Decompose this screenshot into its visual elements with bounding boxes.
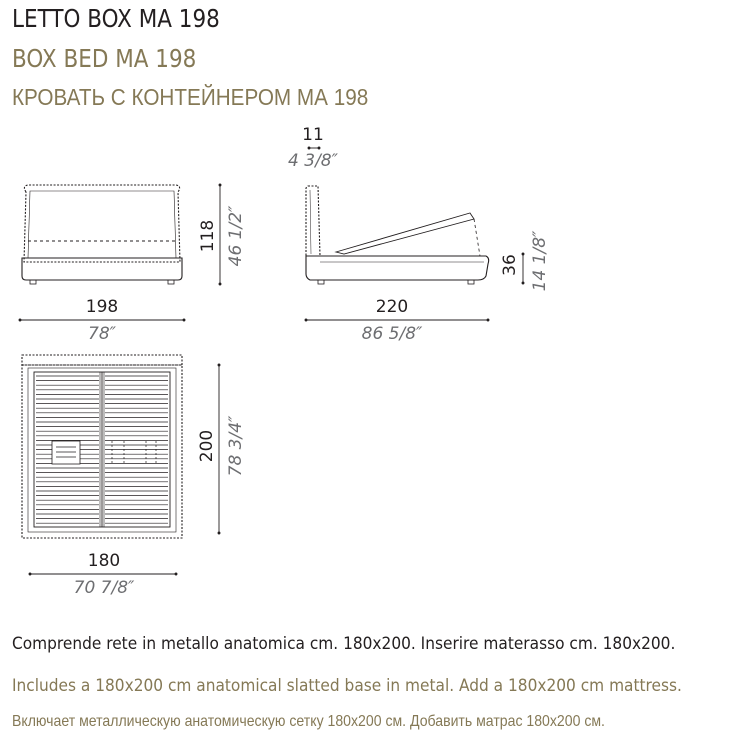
side-view xyxy=(306,186,489,284)
side-depth-dimension xyxy=(288,125,339,171)
note-english: Includes a 180x200 cm anatomical slatted base in metal. Add a 180x200 cm mattress. xyxy=(12,676,682,696)
side-depth-in: 4 3/8″ xyxy=(288,151,338,171)
front-width-in: 78″ xyxy=(88,324,116,344)
base-height-dimension xyxy=(500,230,550,291)
front-height-dimension xyxy=(198,185,246,284)
side-length-dimension xyxy=(306,297,488,344)
side-length-in: 86 5/8″ xyxy=(361,324,423,344)
top-headboard xyxy=(22,355,182,365)
base-height-cm: 36 xyxy=(500,254,520,276)
front-width-cm: 198 xyxy=(85,297,119,317)
side-base xyxy=(306,256,489,280)
front-headboard xyxy=(24,185,180,262)
title-italian: LETTO BOX MA 198 xyxy=(12,4,220,33)
title-english: BOX BED MA 198 xyxy=(12,44,197,73)
front-base xyxy=(22,258,182,280)
top-length-cm: 200 xyxy=(197,429,217,463)
top-width-dimension xyxy=(30,551,176,598)
top-width-cm: 180 xyxy=(87,551,121,571)
side-depth-cm: 11 xyxy=(302,125,324,145)
top-width-in: 70 7/8″ xyxy=(73,578,135,598)
side-headboard xyxy=(306,186,320,256)
front-view xyxy=(22,185,182,284)
note-russian: Включает металлическую анатомическую сетку 180x200 см. Добавить матрас 180x200 см. xyxy=(12,713,605,730)
lift-handle xyxy=(52,441,80,464)
front-height-cm: 118 xyxy=(198,219,218,253)
title-russian: КРОВАТЬ С КОНТЕЙНЕРОМ МА 198 xyxy=(12,84,369,110)
front-height-in: 46 1/2″ xyxy=(226,205,246,267)
note-italian: Comprende rete in metallo anatomica cm. 180x200. Inserire materasso cm. 180x200. xyxy=(12,634,676,654)
side-length-cm: 220 xyxy=(375,297,409,317)
top-length-in: 78 3/4″ xyxy=(226,415,246,477)
base-height-in: 14 1/8″ xyxy=(530,230,550,292)
top-length-dimension xyxy=(197,365,246,533)
top-view xyxy=(22,355,182,538)
front-width-dimension xyxy=(20,297,184,344)
